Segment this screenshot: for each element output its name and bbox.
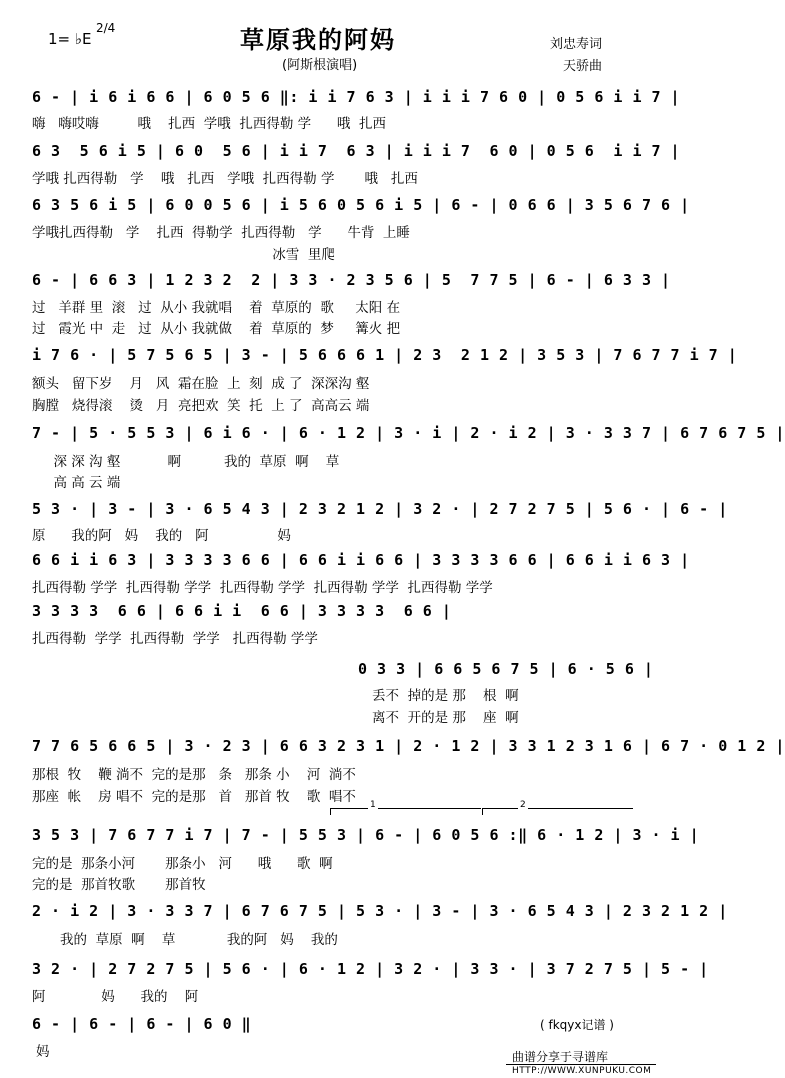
lyrics-line: 过 羊群 里 滚 过 从小 我就唱 着 草原的 歌 太阳 在	[32, 300, 401, 316]
notes-row: 3 5 3 | 7 6 7 7 i 7 | 7 - | 5 5 3 | 6 - | 6 0 5 6 :‖ 6 · 1 2 | 3 · i |	[32, 826, 700, 844]
transcriber-credit: ( fkqyx记谱 )	[540, 1018, 614, 1032]
lyrics-line: 离不 开的是 那 座 啊	[372, 710, 519, 726]
lyrics-line: 阿 妈 我的 阿	[32, 989, 199, 1005]
key-signature: 1= ♭E	[48, 30, 92, 48]
notes-row: 6 - | 6 - | 6 - | 6 0 ‖	[32, 1015, 252, 1033]
composer: 天骄曲	[563, 59, 603, 74]
lyrics-line: 学哦 扎西得勒 学 哦 扎西 学哦 扎西得勒 学 哦 扎西	[32, 171, 418, 187]
notes-row: 7 7 6 5 6 6 5 | 3 · 2 3 | 6 6 3 2 3 1 | 2 · 1 2 | 3 3 1 2 3 1 6 | 6 7 · 0 1 2 |	[32, 737, 785, 755]
volta-label-2: 2	[520, 800, 526, 810]
share-text: 曲谱分享于寻谱库	[512, 1050, 609, 1064]
lyrics-line: 胸膛 烧得滚 烫 月 亮把欢 笑 托 上 了 高高云 端	[32, 398, 370, 414]
lyrics-line: 深 深 沟 壑 啊 我的 草原 啊 草	[32, 454, 340, 470]
notes-row: 6 - | 6 6 3 | 1 2 3 2 2 | 3 3 · 2 3 5 6 | 5 7 7 5 | 6 - | 6 3 3 |	[32, 271, 671, 289]
notes-row: 6 3 5 6 i 5 | 6 0 0 5 6 | i 5 6 0 5 6 i 5 | 6 - | 0 6 6 | 3 5 6 7 6 |	[32, 196, 690, 214]
volta-bracket-2	[482, 808, 633, 815]
page-subtitle: (阿斯根演唱)	[282, 58, 358, 73]
lyrics-line: 完的是 那首牧歌 那首牧	[32, 877, 206, 893]
lyrics-line: 那根 牧 鞭 淌不 完的是那 条 那条 小 河 淌不	[32, 767, 356, 783]
notes-row: 0 3 3 | 6 6 5 6 7 5 | 6 · 5 6 |	[358, 660, 654, 678]
lyrics-line: 扎西得勒 学学 扎西得勒 学学 扎西得勒 学学	[32, 631, 318, 647]
notes-row: 6 6 i i 6 3 | 3 3 3 3 6 6 | 6 6 i i 6 6 | 3 3 3 3 6 6 | 6 6 i i 6 3 |	[32, 551, 690, 569]
notes-row: 2 · i 2 | 3 · 3 3 7 | 6 7 6 7 5 | 5 3 · | 3 - | 3 · 6 5 4 3 | 2 3 2 1 2 |	[32, 902, 728, 920]
lyrics-line: 完的是 那条小河 那条小 河 哦 歌 啊	[32, 856, 333, 872]
footer-divider	[506, 1064, 656, 1065]
lyrics-line: 嗨 嗨哎嗨 哦 扎西 学哦 扎西得勒 学 哦 扎西	[32, 116, 386, 132]
lyrics-line: 高 高 云 端	[32, 475, 121, 491]
lyrics-line: 原 我的阿 妈 我的 阿 妈	[32, 528, 291, 544]
notes-row: 6 3 5 6 i 5 | 6 0 5 6 | i i 7 6 3 | i i i 7 6 0 | 0 5 6 i i 7 |	[32, 142, 681, 160]
site-link[interactable]: HTTP://WWW.XUNPUKU.COM	[512, 1066, 652, 1076]
time-signature: 2/4	[96, 21, 116, 35]
notes-row: 3 3 3 3 6 6 | 6 6 i i 6 6 | 3 3 3 3 6 6 |	[32, 602, 452, 620]
notes-row: 3 2 · | 2 7 2 7 5 | 5 6 · | 6 · 1 2 | 3 2 · | 3 3 · | 3 7 2 7 5 | 5 - |	[32, 960, 709, 978]
lyrics-line: 我的 草原 啊 草 我的阿 妈 我的	[60, 932, 338, 948]
notes-row: i 7 6 · | 5 7 5 6 5 | 3 - | 5 6 6 6 1 | 2 3 2 1 2 | 3 5 3 | 7 6 7 7 i 7 |	[32, 346, 738, 364]
notes-row: 7 - | 5 · 5 5 3 | 6 i 6 · | 6 · 1 2 | 3 · i | 2 · i 2 | 3 · 3 3 7 | 6 7 6 7 5 |	[32, 424, 785, 442]
notes-row: 6 - | i 6 i 6 6 | 6 0 5 6 ‖: i i 7 6 3 | i i i 7 6 0 | 0 5 6 i i 7 |	[32, 88, 681, 106]
page-title: 草原我的阿妈	[240, 25, 396, 54]
lyrics-line: 过 霞光 中 走 过 从小 我就做 着 草原的 梦 篝火 把	[32, 321, 401, 337]
lyricist: 刘忠寿词	[550, 37, 603, 52]
lyrics-line: 学哦扎西得勒 学 扎西 得勒学 扎西得勒 学 牛背 上睡	[32, 225, 410, 241]
notes-row: 5 3 · | 3 - | 3 · 6 5 4 3 | 2 3 2 1 2 | 3 2 · | 2 7 2 7 5 | 5 6 · | 6 - |	[32, 500, 728, 518]
lyrics-line: 冰雪 里爬	[32, 247, 335, 263]
lyrics-line: 那座 帐 房 唱不 完的是那 首 那首 牧 歌 唱不	[32, 789, 356, 805]
lyrics-line: 妈	[36, 1044, 50, 1060]
volta-bracket-1	[330, 808, 481, 815]
volta-label-1: 1	[370, 800, 376, 810]
lyrics-line: 额头 留下岁 月 风 霜在脸 上 刻 成 了 深深沟 壑	[32, 376, 370, 392]
lyrics-line: 丢不 掉的是 那 根 啊	[372, 688, 519, 704]
lyrics-line: 扎西得勒 学学 扎西得勒 学学 扎西得勒 学学 扎西得勒 学学 扎西得勒 学学	[32, 580, 493, 596]
